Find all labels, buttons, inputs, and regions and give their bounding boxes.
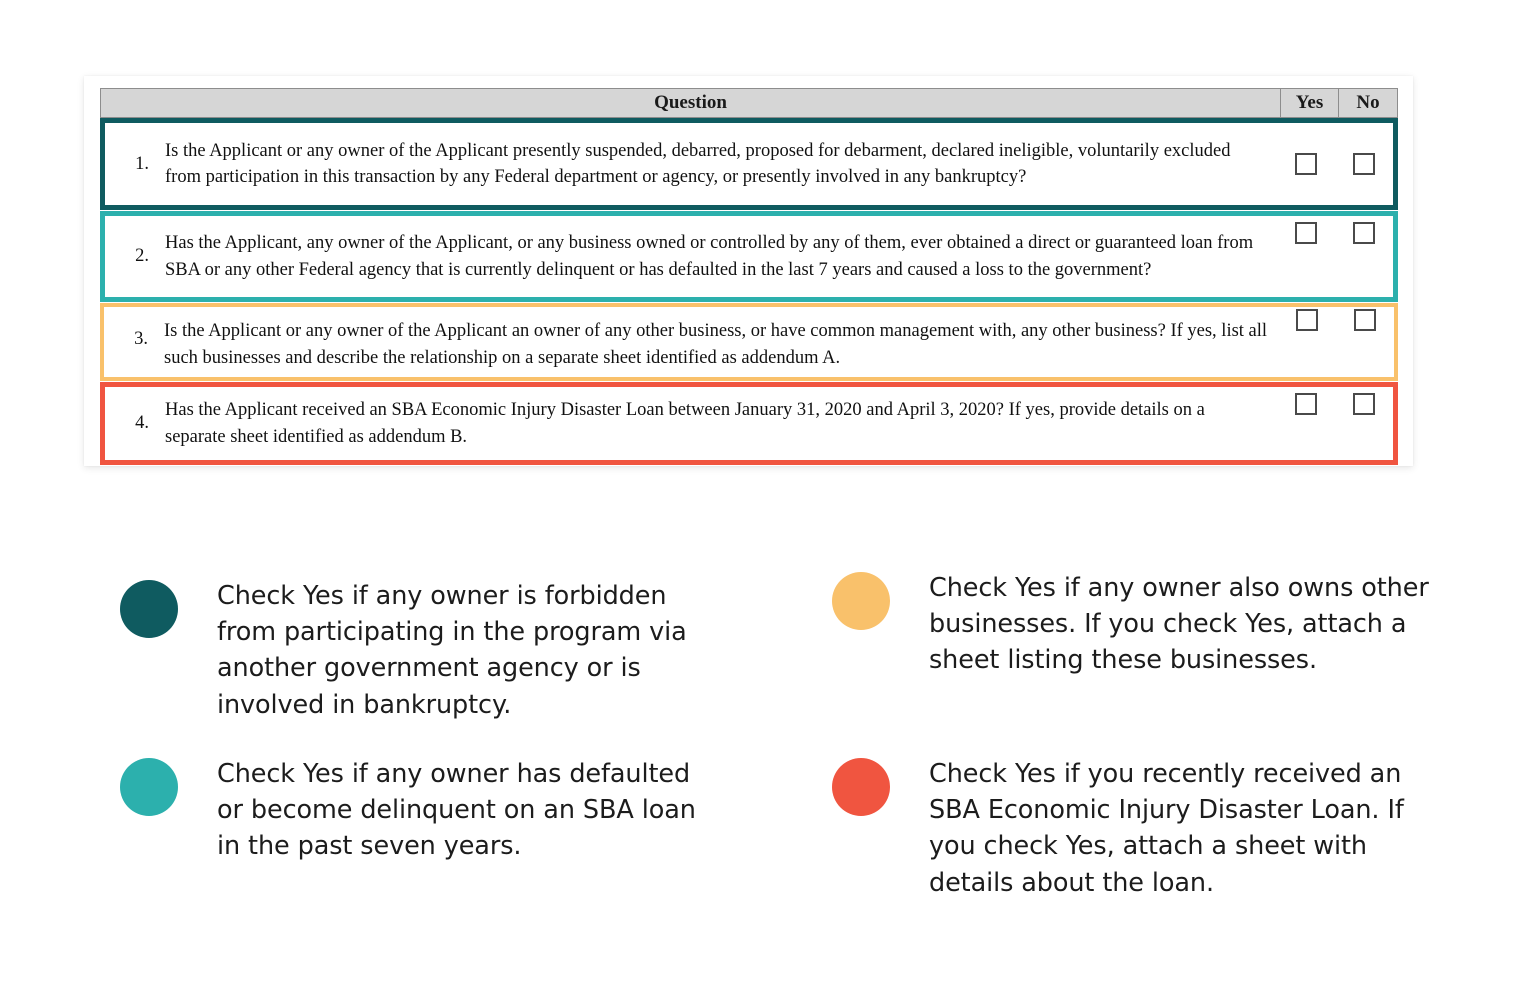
yes-cell[interactable] [1277, 123, 1335, 205]
question-text: Is the Applicant or any owner of the Applicant presently suspended, debarred, proposed for debarment, declared ineligible, voluntarily excluded from participation in this transaction by any Federal department or agency, or presently involved in any bankruptcy? [165, 140, 1231, 187]
question-cell [104, 307, 1278, 377]
legend-item-text: Check Yes if any owner is forbidden from participating in the program via another government agency or is involved in bankruptcy. [217, 581, 687, 720]
column-header-question: Question [101, 89, 1281, 117]
legend-dot-icon [120, 580, 178, 638]
question-number: 2. [135, 246, 149, 266]
table-row [100, 382, 1398, 465]
checkbox-yes-q4[interactable] [1295, 393, 1317, 415]
legend-dot-icon [832, 758, 890, 816]
legend-item-other-businesses [832, 570, 1432, 679]
legend-dot-icon [120, 758, 178, 816]
no-cell[interactable] [1335, 216, 1393, 297]
legend-item-forbidden [120, 578, 720, 723]
question-cell [105, 387, 1277, 460]
question-cell [105, 216, 1277, 297]
legend-item-text: Check Yes if any owner has defaulted or become delinquent on an SBA loan in the past seven years. [217, 759, 696, 862]
yes-cell[interactable] [1278, 307, 1336, 377]
legend-item-eidl [832, 756, 1432, 901]
question-text: Is the Applicant or any owner of the Applicant an owner of any other business, or have common management with, any other business? If yes, list all such businesses and describe the relationship on a separate sheet identified as addendum A. [164, 321, 1268, 368]
question-text: Has the Applicant, any owner of the Applicant, or any business owned or controlled by any of them, ever obtained a direct or guaranteed loan from SBA or any other Federal agency that is currently delinquent or has defaulted in the last 7 years and caused a loss to the government? [165, 233, 1254, 280]
legend-item-text: Check Yes if any owner also owns other businesses. If you check Yes, attach a sheet listing these businesses. [929, 573, 1429, 676]
column-header-no: No [1356, 92, 1380, 113]
table-row [100, 118, 1398, 210]
question-number: 3. [134, 328, 148, 349]
legend-item-defaulted [120, 756, 720, 865]
questionnaire-table [100, 88, 1398, 456]
checkbox-yes-q1[interactable] [1295, 153, 1317, 175]
legend-item-text: Check Yes if you recently received an SBA Economic Injury Disaster Loan. If you check Yes, attach a sheet with details about the loan. [929, 759, 1404, 898]
legend-dot-icon [832, 572, 890, 630]
question-cell [105, 123, 1277, 205]
questionnaire-card [84, 76, 1413, 466]
yes-cell[interactable] [1277, 387, 1335, 460]
no-cell[interactable] [1335, 387, 1393, 460]
question-number: 4. [135, 413, 149, 433]
table-row [100, 211, 1398, 302]
no-cell[interactable] [1335, 123, 1393, 205]
checkbox-yes-q2[interactable] [1295, 222, 1317, 244]
no-cell[interactable] [1336, 307, 1394, 377]
question-text: Has the Applicant received an SBA Economic Injury Disaster Loan between January 31, 2020 and April 3, 2020? If yes, provide details on a separate sheet identified as addendum B. [165, 400, 1205, 447]
yes-cell[interactable] [1277, 216, 1335, 297]
checkbox-no-q1[interactable] [1353, 153, 1375, 175]
checkbox-no-q2[interactable] [1353, 222, 1375, 244]
checkbox-no-q4[interactable] [1353, 393, 1375, 415]
legend [0, 560, 1536, 960]
question-number: 1. [135, 153, 149, 174]
table-header-row [100, 88, 1398, 118]
column-header-yes: Yes [1281, 89, 1339, 117]
checkbox-no-q3[interactable] [1354, 309, 1376, 331]
table-row [100, 303, 1398, 381]
checkbox-yes-q3[interactable] [1296, 309, 1318, 331]
